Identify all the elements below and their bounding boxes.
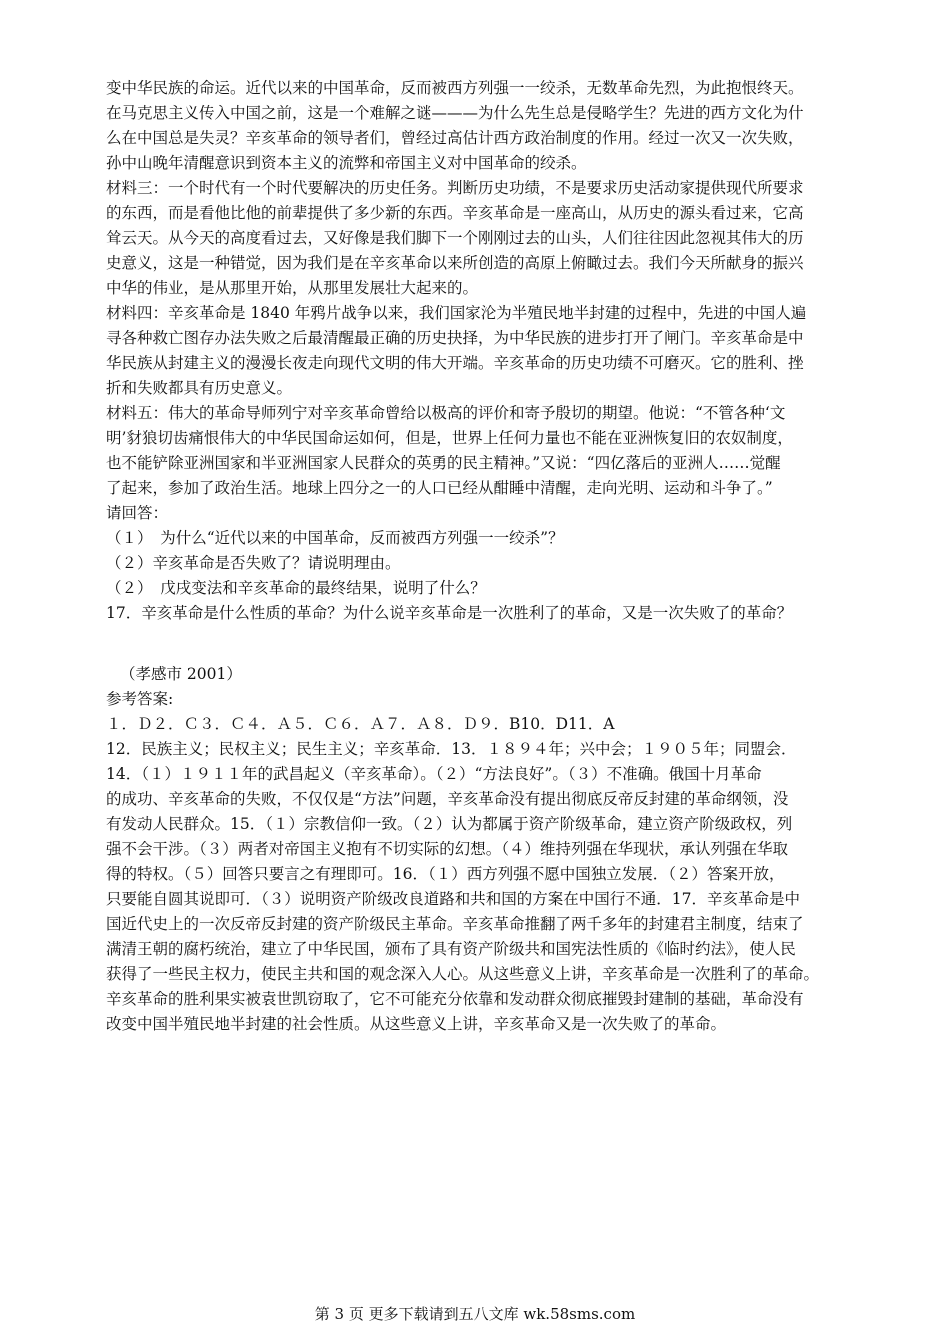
- text-line: 寻各种救亡图存办法失败之后最清醒最正确的历史抉择，为中华民族的进步打开了闸门。辛亥革命是中: [106, 329, 804, 347]
- question-1: （１） 为什么“近代以来的中国革命，反而被西方列强一一绞杀”？: [106, 529, 564, 547]
- prompt-line: 请回答：: [106, 504, 169, 522]
- material-four-line: 材料四：辛亥革命是 1840 年鸦片战争以来，我们国家沦为半殖民地半封建的过程中，先进的中国人遍: [106, 304, 807, 322]
- document-body: [106, 76, 866, 1037]
- answer-line: 12．民族主义；民权主义；民生主义；辛亥革命．13．１８９４年；兴中会；１９０５年；同盟会．: [106, 740, 797, 758]
- text-line: 史意义，这是一种错觉，因为我们是在辛亥革命以来所创造的高原上俯瞰过去。我们今天所献身的振兴: [106, 254, 804, 272]
- answer-line: 的成功、辛亥革命的失败，不仅仅是“方法”问题，辛亥革命没有提出彻底反帝反封建的革命纲领，没: [106, 790, 789, 808]
- text-line: 在马克思主义传入中国之前，这是一个难解之谜———为什么先生总是侵略学生？先进的西方文化为什: [106, 104, 804, 122]
- question-2: （２）辛亥革命是否失败了？请说明理由。: [106, 554, 401, 572]
- answer-line: 得的特权。（５）回答只要言之有理即可。16．（１）西方列强不愿中国独立发展．（２）答案开放，: [106, 865, 785, 883]
- text-line: 华民族从封建主义的漫漫长夜走向现代文明的伟大开端。辛亥革命的历史功绩不可磨灭。它的胜利、挫: [106, 354, 804, 372]
- answer-line: 14．（１）１９１１年的武昌起义（辛亥革命）。（２）“方法良好”。（３）不准确。俄国十月革命: [106, 765, 762, 783]
- page-footer: 第 3 页 更多下载请到五八文库 wk.58sms.com: [314, 1305, 636, 1323]
- source-reference: （孝感市 2001）: [120, 665, 242, 683]
- answer-line: 改变中国半殖民地半封建的社会性质。从这些意义上讲，辛亥革命又是一次失败了的革命。: [106, 1015, 727, 1033]
- text-line: 耸云天。从今天的高度看过去，又好像是我们脚下一个刚刚过去的山头，人们往往因此忽视其伟大的历: [106, 229, 804, 247]
- text-line: 也不能铲除亚洲国家和半亚洲国家人民群众的英勇的民主精神。”又说：“四亿落后的亚洲人……觉醒: [106, 454, 781, 472]
- text-line: 折和失败都具有历史意义。: [106, 379, 293, 397]
- text-line: 么在中国总是失灵？辛亥革命的领导者们，曾经过高估计西方政治制度的作用。经过一次又一次失败，: [106, 129, 804, 147]
- question-3: （２） 戊戌变法和辛亥革命的最终结果，说明了什么？: [106, 579, 486, 597]
- answer-line: 有发动人民群众。15．（１）宗教信仰一致。（２）认为都属于资产阶级革命，建立资产阶级政权，列: [106, 815, 793, 833]
- material-five-line: 材料五：伟大的革命导师列宁对辛亥革命曾给以极高的评价和寄予殷切的期望。他说：“不管各种‘文: [106, 404, 786, 422]
- text-line: 的东西，而是看他比他的前辈提供了多少新的东西。辛亥革命是一座高山，从历史的源头看过来，它高: [106, 204, 804, 222]
- spacer: [106, 626, 866, 662]
- text-line: 孙中山晚年清醒意识到资本主义的流弊和帝国主义对中国革命的绞杀。: [106, 154, 587, 172]
- text-line: 变中华民族的命运。近代以来的中国革命，反而被西方列强一一绞杀，无数革命先烈，为此抱恨终天。: [106, 79, 804, 97]
- question-17: 17．辛亥革命是什么性质的革命？为什么说辛亥革命是一次胜利了的革命，又是一次失败了的革命？: [106, 604, 793, 622]
- answer-line: 强不会干涉。（３）两者对帝国主义抱有不切实际的幻想。（４）维持列强在华现状，承认列强在华取: [106, 840, 789, 858]
- answer-line: 获得了一些民主权力，使民主共和国的观念深入人心。从这些意义上讲，辛亥革命是一次胜利了的革命。: [106, 965, 820, 983]
- text-line: 明’豺狼切齿痛恨伟大的中华民国命运如何，但是，世界上任何力量也不能在亚洲恢复旧的农奴制度，: [106, 429, 793, 447]
- answer-heading: 参考答案:: [106, 690, 174, 708]
- answer-line: 满清王朝的腐朽统治，建立了中华民国，颁布了具有资产阶级共和国宪法性质的《临时约法》，使人民: [106, 940, 796, 958]
- answer-line: 辛亥革命的胜利果实被袁世凯窃取了，它不可能充分依靠和发动群众彻底摧毁封建制的基础，革命没有: [106, 990, 804, 1008]
- text-line: 了起来，参加了政治生活。地球上四分之一的人口已经从酣睡中清醒，走向光明、运动和斗争了。”: [106, 479, 773, 497]
- answer-line: １．Ｄ２．Ｃ３．Ｃ４．Ａ５．Ｃ６．Ａ７．Ａ８．Ｄ９．B10．D11．A: [106, 715, 615, 733]
- text-line: 中华的伟业，是从那里开始，从那里发展壮大起来的。: [106, 279, 479, 297]
- answer-line: 国近代史上的一次反帝反封建的资产阶级民主革命。辛亥革命推翻了两千多年的封建君主制度，结束了: [106, 915, 804, 933]
- answer-line: 只要能自圆其说即可．（３）说明资产阶级改良道路和共和国的方案在中国行不通．17．辛亥革命是中: [106, 890, 800, 908]
- material-three-line: 材料三：一个时代有一个时代要解决的历史任务。判断历史功绩，不是要求历史活动家提供现代所要求: [106, 179, 804, 197]
